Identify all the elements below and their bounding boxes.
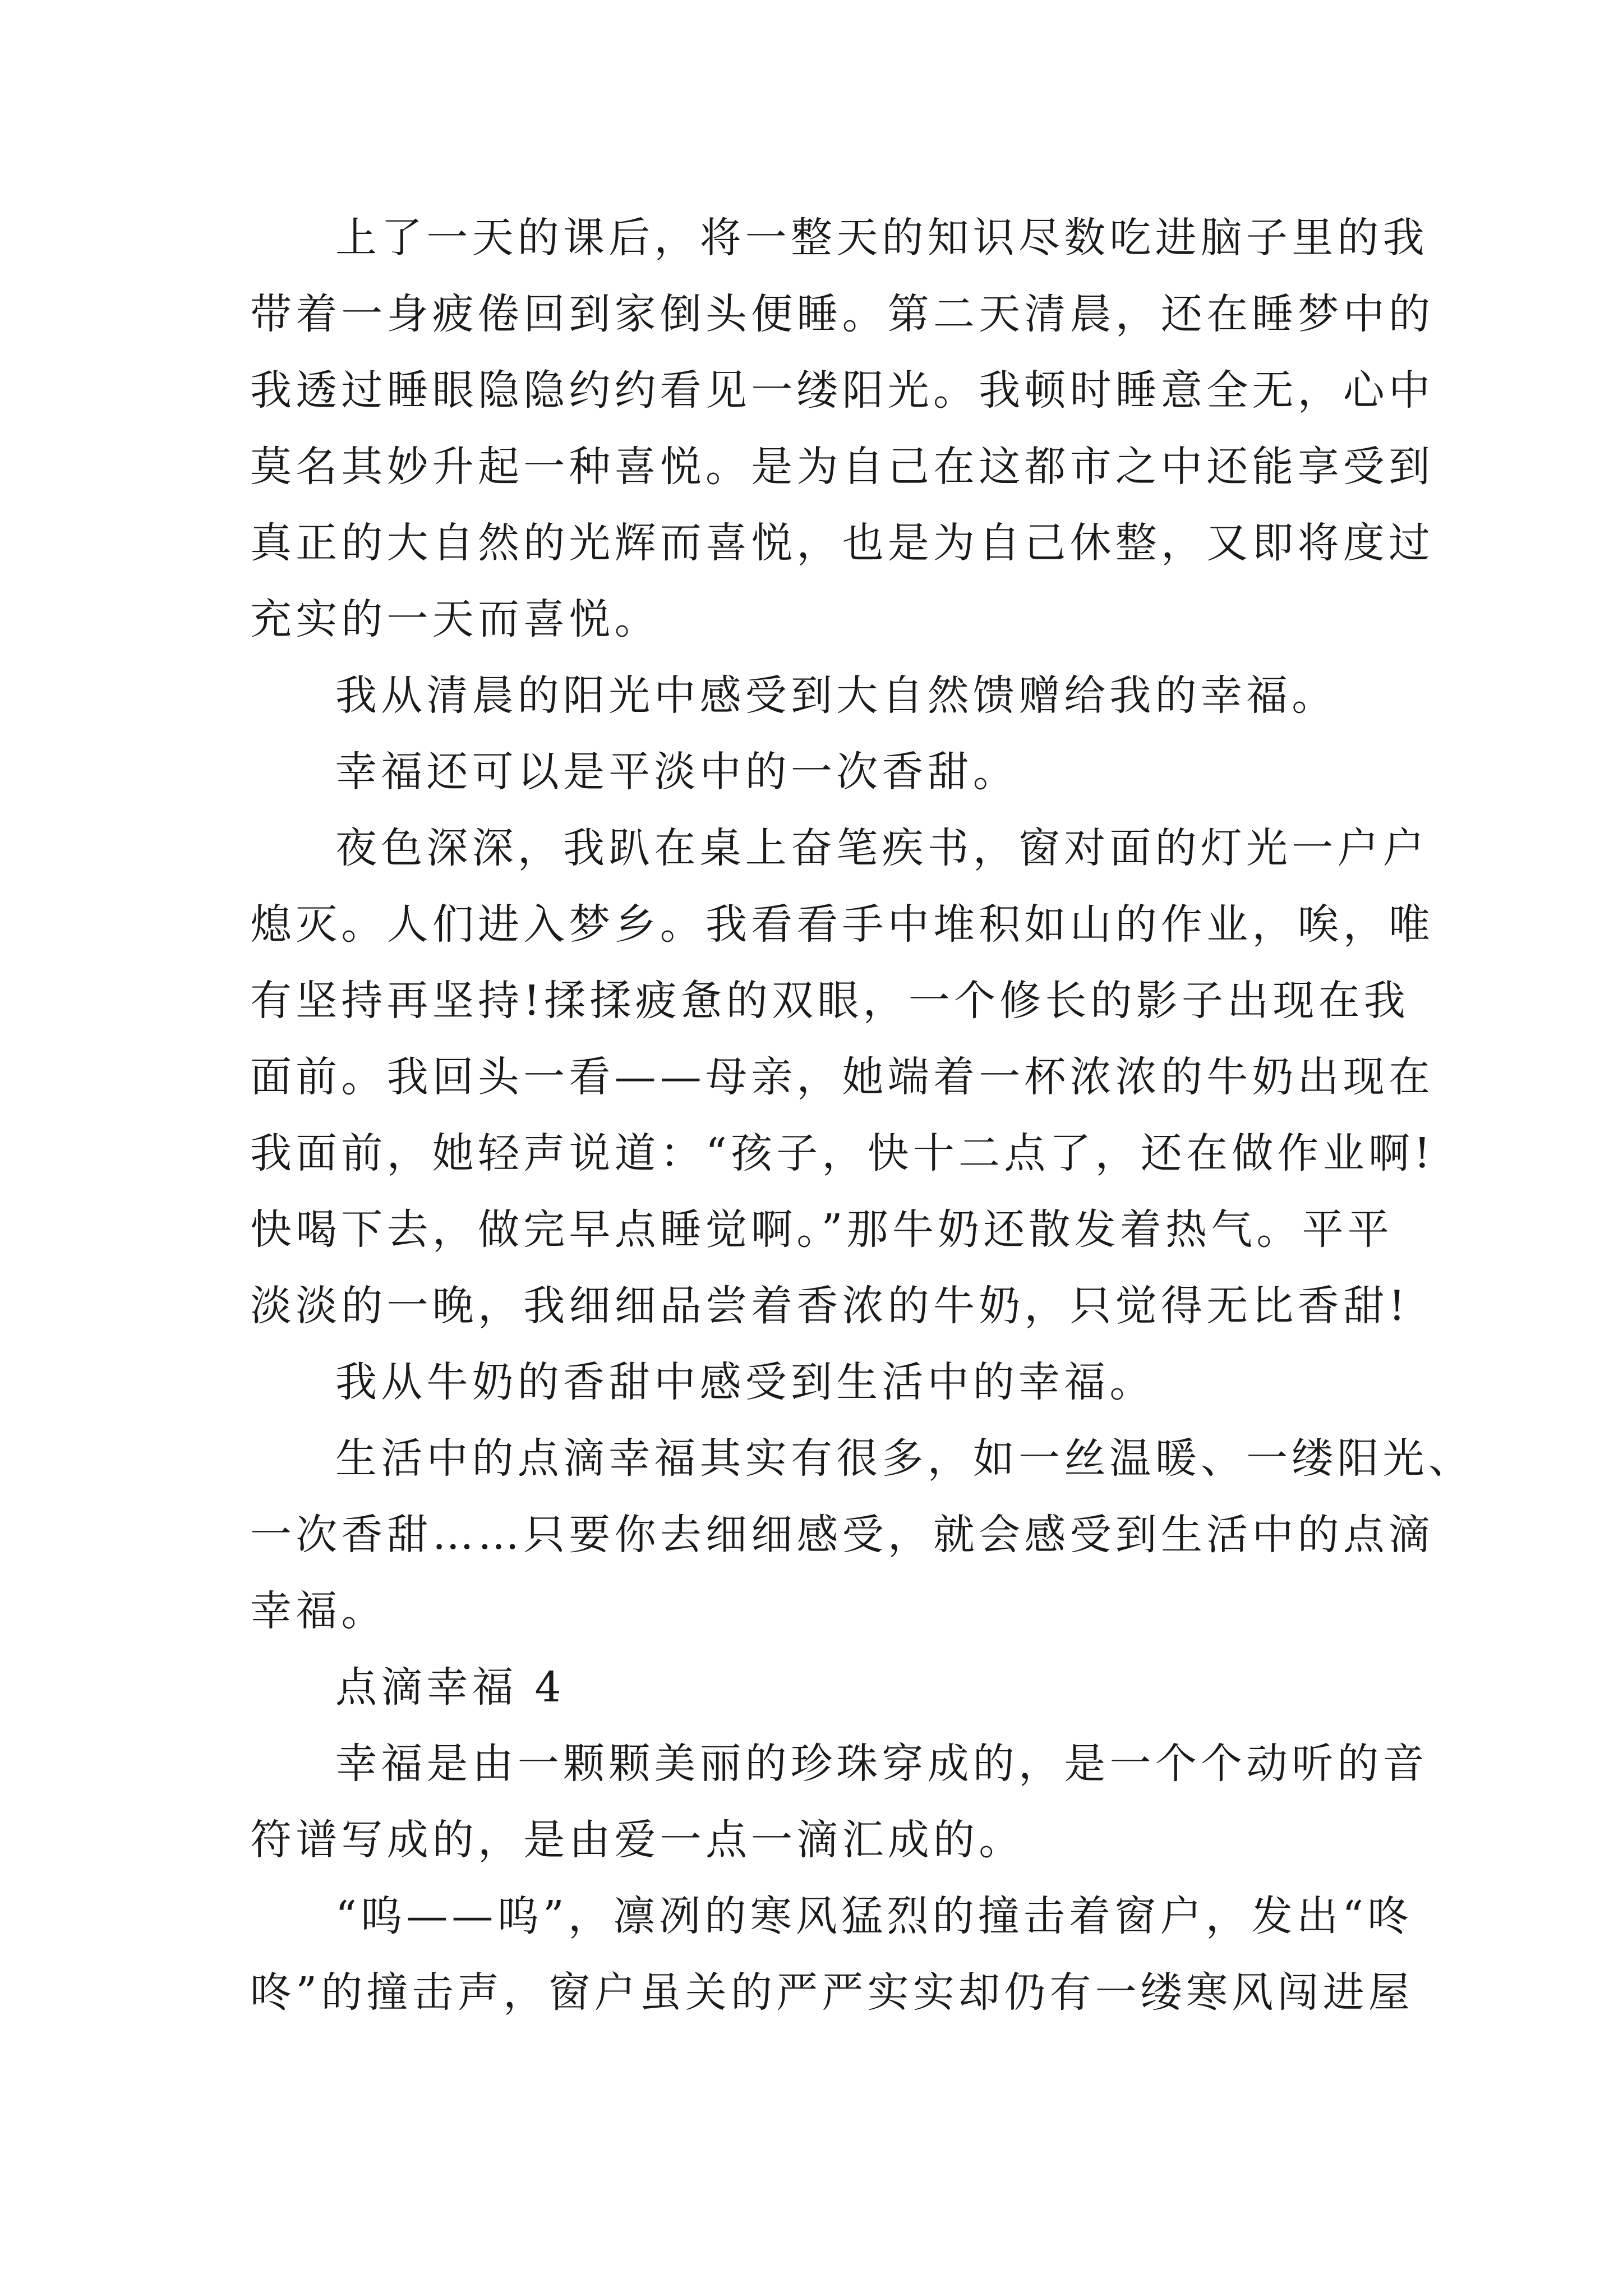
paragraph-4-line-5: 我面前，她轻声说道：“孩子，快十二点了，还在做作业啊! xyxy=(250,1129,1435,1177)
paragraph-4-line-2: 熄灭。人们进入梦乡。我看看手中堆积如山的作业，唉，唯 xyxy=(250,900,1435,949)
paragraph-3-line-1: 幸福还可以是平淡中的一次香甜。 xyxy=(335,748,1018,796)
paragraph-6-line-2: 一次香甜……只要你去细细感受，就会感受到生活中的点滴 xyxy=(250,1511,1435,1559)
paragraph-7-line-2: 符谱写成的，是由爱一点一滴汇成的。 xyxy=(250,1816,1025,1864)
paragraph-8-line-2: 咚”的撞击声，窗户虽关的严严实实却仍有一缕寒风闯进屋 xyxy=(250,1968,1414,2017)
section-heading: 点滴幸福 4 xyxy=(335,1663,565,1711)
paragraph-1-line-1: 上了一天的课后，将一整天的知识尽数吃进脑子里的我 xyxy=(335,214,1428,262)
paragraph-2-line-1: 我从清晨的阳光中感受到大自然馈赠给我的幸福。 xyxy=(335,671,1338,720)
paragraph-1-line-5: 真正的大自然的光辉而喜悦，也是为自己休整，又即将度过 xyxy=(250,519,1435,567)
paragraph-4-line-4: 面前。我回头一看——母亲，她端着一杯浓浓的牛奶出现在 xyxy=(250,1053,1435,1101)
paragraph-1-line-4: 莫名其妙升起一种喜悦。是为自己在这都市之中还能享受到 xyxy=(250,443,1435,491)
paragraph-7-line-1: 幸福是由一颗颗美丽的珍珠穿成的，是一个个动听的音 xyxy=(335,1740,1428,1788)
paragraph-4-line-6: 快喝下去，做完早点睡觉啊。”那牛奶还散发着热气。平平 xyxy=(250,1205,1394,1254)
paragraph-1-line-6: 充实的一天而喜悦。 xyxy=(250,595,660,643)
paragraph-6-line-1: 生活中的点滴幸福其实有很多，如一丝温暖、一缕阳光、 xyxy=(335,1434,1474,1483)
paragraph-1-line-3: 我透过睡眼隐隐约约看见一缕阳光。我顿时睡意全无，心中 xyxy=(250,366,1435,415)
paragraph-4-line-3: 有坚持再坚持!揉揉疲惫的双眼，一个修长的影子出现在我 xyxy=(250,977,1409,1025)
paragraph-1-line-2: 带着一身疲倦回到家倒头便睡。第二天清晨，还在睡梦中的 xyxy=(250,290,1435,338)
paragraph-4-line-1: 夜色深深，我趴在桌上奋笔疾书，窗对面的灯光一户户 xyxy=(335,824,1428,872)
paragraph-8-line-1: “呜——呜”，凛冽的寒风猛烈的撞击着窗户，发出“咚 xyxy=(335,1892,1413,1940)
paragraph-6-line-3: 幸福。 xyxy=(250,1587,387,1635)
paragraph-5-line-1: 我从牛奶的香甜中感受到生活中的幸福。 xyxy=(335,1358,1155,1406)
paragraph-4-line-7: 淡淡的一晚，我细细品尝着香浓的牛奶，只觉得无比香甜! xyxy=(250,1282,1409,1330)
